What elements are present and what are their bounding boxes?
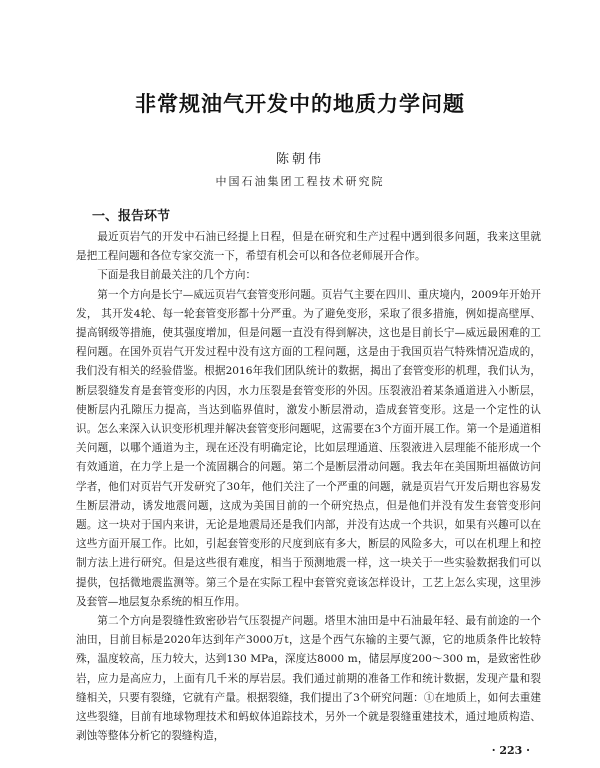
paragraph: 第二个方向是裂缝性致密砂岩气压裂提产问题。塔里木油田是中石油最年轻、最有前途的一个油田，目前目标是2020年达到年产3000万t，这是个西气东输的主要气源，它的地质条件比较特殊，温度较高，压力较大，达到130 MPa，深度达8000 m，储层厚度200～300 m，是致密性砂岩，应力是高应力，上面有几千米的厚岩层。我们通过前期的准备工作和统计数据，发现产量和裂缝相关，只要有裂缝，它就有产量。根据裂缝，我们提出了3个研究问题：①在地质上，如何去重建这些裂缝，目前有地球物理技术和蚂蚁体追踪技术，另外一个就是裂缝重建技术，通过地质构造、剥蚀等整体分析它的裂缝构造， (76, 615, 541, 743)
paper-title: 非常规油气开发中的地质力学问题 (135, 92, 465, 116)
body-text (76, 228, 541, 746)
page-number: · 223 · (491, 744, 530, 757)
paragraph: 第一个方向是长宁—威远页岩气套管变形问题。页岩气主要在四川、重庆境内，2009年开始开发， 其开发4轮、每一轮套管变形都十分严重。为了避免变形，采取了很多措施，例如提高壁厚、提高钢级等措施，使其强度增加，但是问题一直没有得到解决，这也是目前长宁—威远最困难的工程问题。在国外页岩气开发过程中没有这方面的工程问题，这是由于我国页岩气特殊情况造成的，我们没有相关的经验借鉴。根据2016年我们团队统计的数据，揭出了套管变形的机理，我们认为，断层裂缝发育是套管变形的内因，水力压裂是套管变形的外因。压裂液沿着某条通道进入小断层，使断层内孔隙压力提高，当达到临界值时，激发小断层滑动，造成套管变形。这是一个定性的认识。怎么来深入认识变形机理并解决套管变形问题呢，这需要在3个方面开展工作。第一个是通道相关问题，以哪个通道为主，现在还没有明确定论，比如层理通道、压裂液进入层理能不能形成一个有效通道，在力学上是一个流固耦合的问题。第二个是断层滑动问题。我去年在美国斯坦福做访问学者，他们对页岩气开发研究了30年，他们关注了一个严重的问题，就是页岩气开发后期也容易发生断层滑动，诱发地震问题，这成为美国目前的一个研究热点，但是他们并没有发生套管变形问题。这一块对于国内来讲，无论是地震局还是我们内部，并没有达成一个共识，如果有兴趣可以在这些方面开展工作。比如，引起套管变形的尺度到底有多大，断层的风险多大，可以在机理上和控制方法上进行研究。但是这些很有难度，相当于预测地震一样，这一块关于一些实验数据我们可以提供，包括微地震监测等。第三个是在实际工程中套管究竟该怎样设计，工艺上怎么实现，这里涉及套管—地层复杂系统的相互作用。 (76, 288, 541, 608)
paragraph: 下面是我目前最关注的几个方向： (97, 269, 257, 282)
section-heading: 一、报告环节 (92, 209, 171, 224)
paragraph: 最近页岩气的开发中石油已经提上日程，但是在研究和生产过程中遇到很多问题，我来这里就是把工程问题和各位专家交流一下，希望有机会可以和各位老师展开合作。 (76, 231, 541, 263)
author-affiliation: 中国石油集团工程技术研究院 (215, 175, 385, 188)
author-name: 陈朝伟 (275, 152, 324, 167)
